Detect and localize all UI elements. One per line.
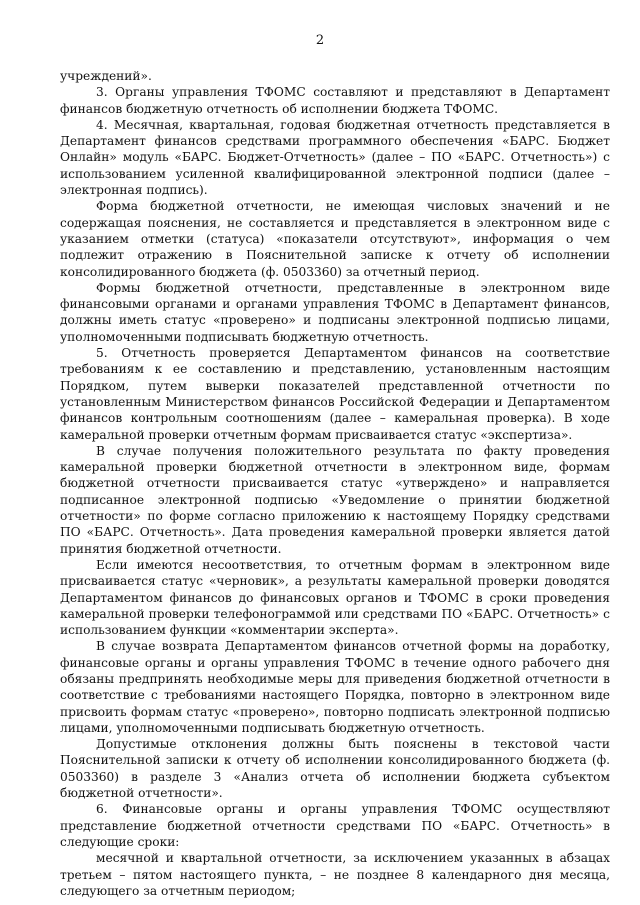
paragraph: Допустимые отклонения должны быть пояснены в текстовой части Пояснительной записки к отчету об исполнении консолидированного бюджета (ф. 0503360) в разделе 3 «Анализ отчета об исполнении бюджета субъектом бюджетной отчетности». bbox=[60, 737, 610, 801]
paragraph: В случае получения положительного результата по факту проведения камеральной проверки бюджетной отчетности в электронном виде, формам бюджетной отчетности присваивается статус «утверждено» и направляется подписанное электронной подписью «Уведомление о принятии бюджетной отчетности» по форме согласно приложению к настоящему Порядку средствами ПО «БАРС. Отчетность». Дата проведения камеральной проверки является датой принятия бюджетной отчетности. bbox=[60, 443, 610, 556]
paragraph: 4. Месячная, квартальная, годовая бюджетная отчетность представляется в Департамент финансов средствами программного обеспечения «БАРС. Бюджет Онлайн» модуль «БАРС. Бюджет-Отчетность» (далее – ПО «БАРС. Отчетность») с использованием усиленной квалифицированной электронной подписи (далее – электронная подпись). bbox=[60, 117, 610, 198]
page-number: 2 bbox=[315, 33, 325, 48]
paragraph: Форма бюджетной отчетности, не имеющая числовых значений и не содержащая пояснения, не составляется и представляется в электронном виде с указанием отметки (статуса) «показатели отсутствуют», информация о чем подлежит отражению в Пояснительной записке к отчету об исполнении консолидированного бюджета (ф. 0503360) за отчетный период. bbox=[60, 199, 610, 279]
paragraph: месячной и квартальной отчетности, за исключением указанных в абзацах третьем – пятом настоящего пункта, – не позднее 8 календарного дня месяца, следующего за отчетным периодом; bbox=[60, 851, 610, 898]
document-body bbox=[60, 68, 610, 899]
paragraph: учреждений». bbox=[60, 69, 152, 83]
paragraph: 5. Отчетность проверяется Департаментом финансов на соответствие требованиям к ее составлению и представлению, установленным настоящим Порядком, путем выверки показателей представленной отчетности по установленным Министерством финансов Российской Федерации и Департаментом финансов контрольным соотношениям (далее – камеральная проверка). В ходе камеральной проверки отчетным формам присваивается статус «экспертиза». bbox=[60, 346, 610, 442]
paragraph: Формы бюджетной отчетности, представленные в электронном виде финансовыми органами и органами управления ТФОМС в Департамент финансов, должны иметь статус «проверено» и подписаны электронной подписью лицами, уполномоченными подписывать бюджетную отчетность. bbox=[60, 280, 610, 344]
paragraph: Если имеются несоответствия, то отчетным формам в электронном виде присваивается статус «черновик», а результаты камеральной проверки доводятся Департаментом финансов до финансовых органов и ТФОМС в сроки проведения камеральной проверки телефонограммой или средствами ПО «БАРС. Отчетность» с использованием функции «комментарии эксперта». bbox=[60, 557, 610, 638]
paragraph: В случае возврата Департаментом финансов отчетной формы на доработку, финансовые органы и органы управления ТФОМС в течение одного рабочего дня обязаны предпринять необходимые меры для приведения бюджетной отчетности в соответствие с требованиями настоящего Порядка, повторно в электронном виде присвоить формам статус «проверено», повторно подписать электронной подписью лицами, уполномоченными подписывать бюджетную отчетность. bbox=[60, 639, 610, 735]
paragraph: 6. Финансовые органы и органы управления ТФОМС осуществляют представление бюджетной отчетности средствами ПО «БАРС. Отчетность» в следующие сроки: bbox=[60, 802, 610, 849]
paragraph: 3. Органы управления ТФОМС составляют и представляют в Департамент финансов бюджетную отчетность об исполнении бюджета ТФОМС. bbox=[60, 85, 610, 116]
